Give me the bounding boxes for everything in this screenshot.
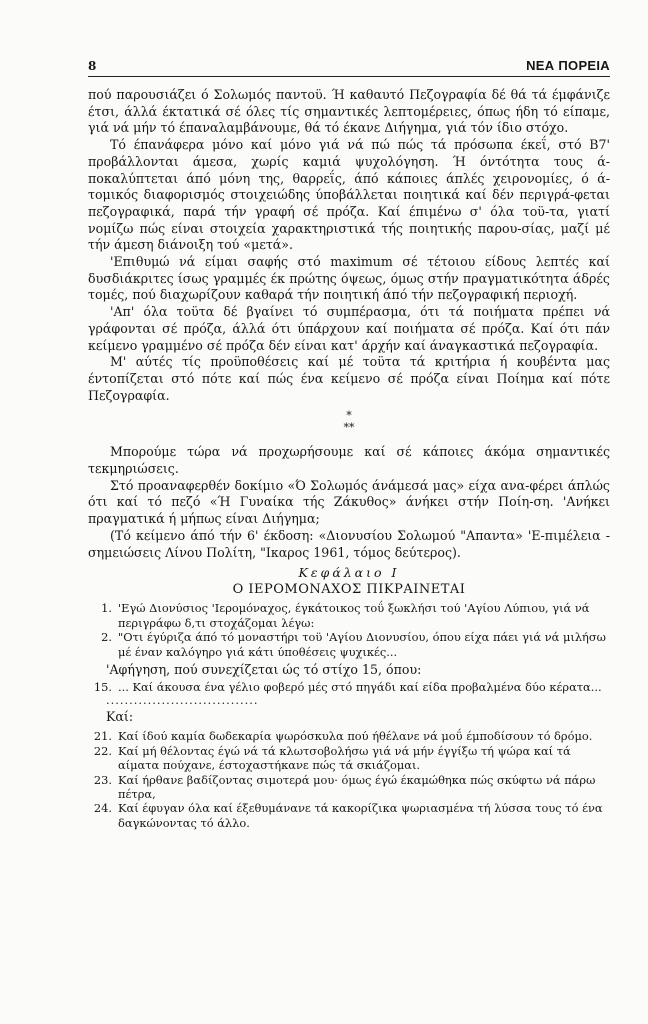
ellipsis-line: ................................. [106,693,259,708]
paragraph: Μ' αύτές τίς προϋποθέσεις καί μέ τοϋτα τά κριτήρια ή κουβέντα μας έντοπίζεται στό πότε καί πώς ένα κείμενο σέ πρόζα είναι Ποίημα καί πότε Πεζογραφία. [88,354,610,403]
quoted-verses [88,680,610,694]
verse-number: 22. [93,743,112,758]
verse-text: ... Καί άκουσα ένα γέλιο φοβερό μές στό πηγάδι καί είδα προβαλμένα δύο κέρατα... [118,679,602,694]
verse-number: 15. [93,679,112,694]
paragraph: 'Απ' όλα τοϋτα δέ βγαίνει τό συμπέρασμα, ότι τά ποιήματα πρέπει νά γράφονται σέ πρόζα, άλλά ότι ύπάρχουν καί ποιήματα σέ πρόζα. Καί ότι πάν κείμενο γραμμένο σέ πρόζα δέν είναι κατ' άρχήν καί άναγκαστικά πεζογραφία. [88,304,610,353]
verse-number: 1. [101,601,112,616]
verse-text: Καί ήρθανε βαδίζοντας σιμοτερά μου· όμως έγώ έκαμώθηκα πώς σκύφτω νά πάρω πέτρα, [118,772,596,801]
verse-line [88,680,610,694]
verse-line [88,729,610,743]
section-separator: * ** [343,409,355,435]
paragraph: (Τό κείμενο άπό τήν 6' έκδοση: «Διονυσίου Σολωμού "Απαντα» 'Ε-πιμέλεια - σημειώσεις Λίνου Πολίτη, "Ικαρος 1961, τόμος δεύτερος). [88,527,610,560]
paragraph: Στό προαναφερθέν δοκίμιο «Ό Σολωμός άνάμεσά μας» είχα ανα-φέρει άπλώς ότι καί τό πεζό «Ή Γυναίκα τής Ζάκυθος» άνήκει στήν Ποίη-ση. 'Ανήκει πραγματικά ή μήπως είναι Διήγημα; [88,477,610,527]
narration-note: Καί: [106,709,134,725]
verse-text: Καί έφυγαν όλα καί έξεθυμάνανε τά κακορίζικα ψωριασμένα τή λύσσα τους τό ένα δαγκώνοντας τό άλλο. [118,801,603,830]
verse-text: Καί ίδού καμία δωδεκαρία ψωρόσκυλα πού ήθέλανε νά μοΰ έμποδίσουν τό δρόμο. [118,729,593,744]
verse-line [88,630,610,659]
paragraph: πού παρουσιάζει ό Σολωμός παντοϋ. Ή καθαυτό Πεζογραφία δέ θά τά έμφάνιζε έτσι, άλλά έκτατικά σέ όλες τίς σημαντικές λεπτομέρειες, όπως ήδη τό είπαμε, γιά νά μήν τό έπαναλαμβάνουμε, θά τό έκανε Διήγημα, γιά τόν ίδιο στόχο. [88,87,610,136]
running-header [88,58,610,77]
page [88,58,610,830]
verse-number: 24. [93,801,112,816]
verse-number: 2. [101,630,112,645]
quoted-verses [88,729,610,830]
chapter-label: Κεφάλαιο Ι [298,565,400,581]
verse-number: 21. [93,729,112,744]
verse-line [88,801,610,830]
body-text [88,87,610,561]
verse-text: 'Εγώ Διονύσιος 'Ιερομόναχος, έγκάτοικος τοΰ ξωκλήσι τού 'Αγίου Λύπιου, γιά νά περιγράφω δ,τι στοχάζομαι λέγω: [118,601,590,630]
verse-line [88,744,610,773]
verse-line [88,773,610,802]
paragraph: 'Επιθυμώ νά είμαι σαφής στό maximum σέ τέτοιου είδους λεπτές καί δυσδιάκριτες ίσως γραμμές έκ πρώτης όψεως, όμως στήν πραγματικότητα άδρές τομές, πού διαχωρίζουν καθαρά τήν ποιητική άπό τήν πεζογραφική περιοχή. [88,254,610,303]
verse-line [88,601,610,630]
narration-note: 'Αφήγηση, πού συνεχίζεται ώς τό στίχο 15, όπου: [106,661,422,677]
chapter-title: Ο ΙΕΡΟΜΟΝΑΧΟΣ ΠΙΚΡΑΙΝΕΤΑΙ [232,582,466,598]
journal-title: ΝΕΑ ΠΟΡΕΙΑ [526,58,610,73]
paragraph: Τό έπανάφερα μόνο καί μόνο γιά νά πώ πώς τά πρόσωπα έκεΐ, στό Β7' προβάλλονται άμεσα, χωρίς καμιά ψυχολόγηση. Ή όντότητα τους ά-ποκαλύπτεται άπό μόνη της, θαρρεΐς, άπό κάποιες άπλές χειρονομίες, ό ά-τομικός διαφορισμός στοιχειώδης ύποβάλλεται ποιητικά καί δέν περιγρά-φεται πεζογραφικά, παρά τήν γραφή σέ πρόζα. Καί έπιμένω σ' όλα τοϋ-τα, γιατί νομίζω πώς είναι στοιχεία χαρακτηριστικά τής ποιητικής παρου-σίας, μαζί μέ τήν άμεση διάνοιξη τού «μετά». [88,137,610,253]
quoted-verses [88,601,610,659]
verse-number: 23. [93,772,112,787]
page-number: 8 [88,59,97,73]
verse-text: Καί μή θέλοντας έγώ νά τά κλωτσοβολήσω γιά νά μήν έγγίξω τή ψώρα καί τά αίματα πούχανε, έστοχαστήκανε πώς τά σκιάζομαι. [118,743,571,773]
paragraph: Μπορούμε τώρα νά προχωρήσουμε καί σέ κάποιες άκόμα σημαντικές τεκμηριώσεις. [88,444,610,477]
verse-text: "Οτι έγύριζα άπό τό μοναστήρι τοϋ 'Αγίου Διονυσίου, όπου είχα πάει γιά νά μιλήσω μέ έναν καλόγηρο γιά κάτι ύποθέσεις ψυχικές... [118,630,606,659]
